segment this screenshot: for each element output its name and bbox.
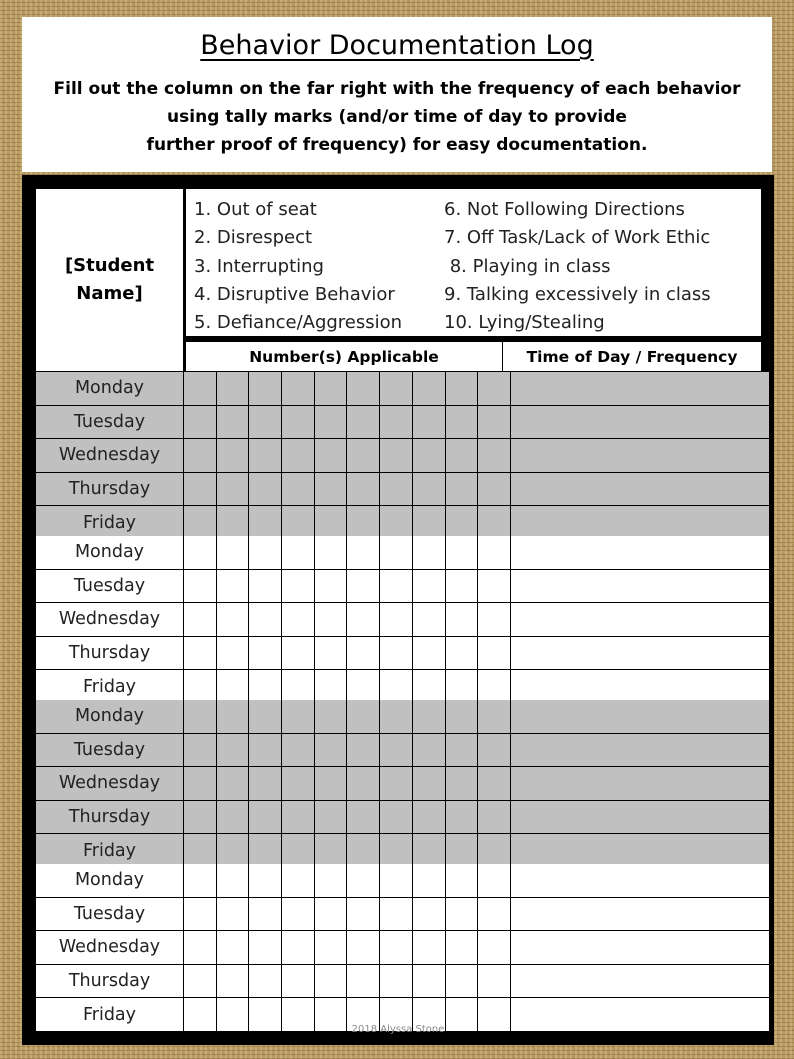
- frequency-cell[interactable]: [511, 734, 769, 767]
- number-cell[interactable]: [413, 834, 445, 867]
- number-cell[interactable]: [249, 767, 281, 800]
- number-cell[interactable]: [380, 439, 412, 472]
- frequency-cell[interactable]: [511, 767, 769, 800]
- number-cell[interactable]: [282, 734, 314, 767]
- number-cell[interactable]: [446, 767, 478, 800]
- day-label: Tuesday: [36, 734, 183, 767]
- number-cell[interactable]: [347, 965, 379, 998]
- page-title: Behavior Documentation Log: [200, 30, 594, 61]
- number-cell[interactable]: [380, 536, 412, 569]
- instruction-line-1: Fill out the column on the far right with the frequency of each behavior: [53, 79, 741, 99]
- frequency-cell[interactable]: [511, 801, 769, 834]
- number-cell[interactable]: [315, 637, 347, 670]
- column-header-row: [186, 340, 761, 371]
- student-label-line-2: Name]: [76, 283, 143, 304]
- number-cell[interactable]: [249, 801, 281, 834]
- number-cell[interactable]: [282, 506, 314, 539]
- number-cell[interactable]: [315, 670, 347, 703]
- number-cell[interactable]: [478, 734, 510, 767]
- number-cell[interactable]: [282, 931, 314, 964]
- number-cell[interactable]: [413, 767, 445, 800]
- day-label: Tuesday: [36, 898, 183, 931]
- number-cell[interactable]: [249, 570, 281, 603]
- number-cell[interactable]: [282, 439, 314, 472]
- number-cell[interactable]: [249, 834, 281, 867]
- day-label: Thursday: [36, 473, 183, 506]
- number-cell[interactable]: [413, 439, 445, 472]
- time-frequency-header: Time of Day / Frequency: [526, 347, 738, 366]
- number-cell[interactable]: [249, 536, 281, 569]
- number-cell[interactable]: [184, 670, 216, 703]
- number-cell[interactable]: [413, 506, 445, 539]
- number-cell[interactable]: [478, 506, 510, 539]
- number-cell[interactable]: [478, 536, 510, 569]
- frequency-cell[interactable]: [511, 864, 769, 897]
- number-cell[interactable]: [217, 801, 249, 834]
- day-label: Tuesday: [36, 570, 183, 603]
- number-cell[interactable]: [315, 734, 347, 767]
- number-cell[interactable]: [347, 439, 379, 472]
- number-cell[interactable]: [413, 570, 445, 603]
- number-cell[interactable]: [478, 372, 510, 405]
- number-cell[interactable]: [282, 603, 314, 636]
- number-cell[interactable]: [217, 637, 249, 670]
- number-cell[interactable]: [413, 372, 445, 405]
- instruction-line-3: further proof of frequency) for easy documentation.: [146, 135, 648, 155]
- number-cell[interactable]: [413, 898, 445, 931]
- number-cell[interactable]: [446, 637, 478, 670]
- number-cell[interactable]: [217, 898, 249, 931]
- week-block: [36, 372, 761, 539]
- number-cell[interactable]: [282, 898, 314, 931]
- number-cell[interactable]: [347, 570, 379, 603]
- week-block: [36, 536, 761, 703]
- number-cell[interactable]: [413, 536, 445, 569]
- number-cell[interactable]: [347, 473, 379, 506]
- number-cell[interactable]: [315, 439, 347, 472]
- frequency-cell[interactable]: [511, 406, 769, 439]
- number-cell[interactable]: [347, 406, 379, 439]
- log-table-frame: [22, 175, 774, 1045]
- number-cell[interactable]: [446, 536, 478, 569]
- frequency-cell[interactable]: [511, 536, 769, 569]
- number-cell[interactable]: [380, 898, 412, 931]
- number-cell[interactable]: [413, 603, 445, 636]
- number-cell[interactable]: [478, 965, 510, 998]
- frequency-cell[interactable]: [511, 506, 769, 539]
- number-cell[interactable]: [282, 834, 314, 867]
- number-cell[interactable]: [217, 570, 249, 603]
- number-cell[interactable]: [347, 670, 379, 703]
- number-cell[interactable]: [380, 864, 412, 897]
- number-cell[interactable]: [347, 506, 379, 539]
- frequency-cell[interactable]: [511, 700, 769, 733]
- number-cell[interactable]: [282, 801, 314, 834]
- number-cell[interactable]: [184, 801, 216, 834]
- day-label: Wednesday: [36, 603, 183, 636]
- behavior-legend: [186, 189, 761, 336]
- legend-column-left: [194, 196, 402, 337]
- number-cell[interactable]: [249, 473, 281, 506]
- number-cell[interactable]: [446, 898, 478, 931]
- number-cell[interactable]: [380, 637, 412, 670]
- number-cell[interactable]: [413, 734, 445, 767]
- number-cell[interactable]: [282, 406, 314, 439]
- number-cell[interactable]: [249, 700, 281, 733]
- number-cell[interactable]: [217, 406, 249, 439]
- instruction-line-2: using tally marks (and/or time of day to provide: [167, 107, 627, 127]
- number-cell[interactable]: [413, 700, 445, 733]
- number-cell[interactable]: [478, 406, 510, 439]
- number-cell[interactable]: [380, 767, 412, 800]
- log-table: [36, 189, 761, 1023]
- number-cell[interactable]: [380, 670, 412, 703]
- number-cell[interactable]: [282, 700, 314, 733]
- number-cell[interactable]: [184, 406, 216, 439]
- legend-item: 10. Lying/Stealing: [444, 312, 605, 334]
- week-block: [36, 864, 761, 1031]
- number-cell[interactable]: [380, 931, 412, 964]
- frequency-cell[interactable]: [511, 603, 769, 636]
- legend-item: 8. Playing in class: [444, 255, 611, 277]
- number-cell[interactable]: [282, 965, 314, 998]
- number-cell[interactable]: [380, 473, 412, 506]
- frequency-cell[interactable]: [511, 570, 769, 603]
- number-cell[interactable]: [249, 603, 281, 636]
- legend-item: 9. Talking excessively in class: [444, 283, 711, 305]
- day-label: Wednesday: [36, 931, 183, 964]
- number-cell[interactable]: [217, 931, 249, 964]
- number-cell[interactable]: [249, 406, 281, 439]
- number-cell[interactable]: [347, 864, 379, 897]
- number-cell[interactable]: [347, 801, 379, 834]
- number-cell[interactable]: [380, 801, 412, 834]
- legend-item: 4. Disruptive Behavior: [194, 283, 395, 305]
- number-cell[interactable]: [315, 603, 347, 636]
- number-cell[interactable]: [446, 931, 478, 964]
- number-cell[interactable]: [282, 637, 314, 670]
- frequency-cell[interactable]: [511, 834, 769, 867]
- number-cell[interactable]: [184, 536, 216, 569]
- number-cell[interactable]: [478, 898, 510, 931]
- number-cell[interactable]: [217, 506, 249, 539]
- legend-item: 1. Out of seat: [194, 199, 317, 220]
- header-card: [22, 17, 772, 172]
- numbers-applicable-header: Number(s) Applicable: [186, 342, 503, 371]
- number-cell[interactable]: [446, 864, 478, 897]
- number-cell[interactable]: [315, 372, 347, 405]
- number-cell[interactable]: [315, 864, 347, 897]
- day-label: Wednesday: [36, 767, 183, 800]
- number-cell[interactable]: [478, 637, 510, 670]
- number-cell[interactable]: [249, 439, 281, 472]
- frequency-cell[interactable]: [511, 473, 769, 506]
- number-cell[interactable]: [217, 767, 249, 800]
- number-cell[interactable]: [347, 734, 379, 767]
- number-cell[interactable]: [478, 834, 510, 867]
- number-cell[interactable]: [282, 372, 314, 405]
- number-cell[interactable]: [217, 372, 249, 405]
- number-cell[interactable]: [347, 536, 379, 569]
- number-cell[interactable]: [184, 834, 216, 867]
- number-cell[interactable]: [315, 767, 347, 800]
- day-label: Monday: [36, 700, 183, 733]
- number-cell[interactable]: [315, 801, 347, 834]
- number-cell[interactable]: [380, 734, 412, 767]
- number-cell[interactable]: [446, 734, 478, 767]
- number-cell[interactable]: [249, 864, 281, 897]
- number-cell[interactable]: [184, 570, 216, 603]
- footer-credit: 2018 Alyssa Stone: [351, 1024, 445, 1035]
- number-cell[interactable]: [380, 570, 412, 603]
- instructions: [22, 75, 772, 159]
- week-block: [36, 700, 761, 867]
- number-cell[interactable]: [315, 506, 347, 539]
- number-cell[interactable]: [315, 834, 347, 867]
- number-cell[interactable]: [315, 965, 347, 998]
- number-cell[interactable]: [217, 834, 249, 867]
- number-cell[interactable]: [184, 506, 216, 539]
- day-label: Wednesday: [36, 439, 183, 472]
- number-cell[interactable]: [380, 700, 412, 733]
- number-cell[interactable]: [446, 801, 478, 834]
- legend-item: 5. Defiance/Aggression: [194, 312, 403, 334]
- legend-item: 6. Not Following Directions: [444, 199, 685, 220]
- number-cell[interactable]: [446, 372, 478, 405]
- number-cell[interactable]: [315, 931, 347, 964]
- legend-item: 3. Interrupting: [194, 255, 324, 277]
- day-label: Thursday: [36, 801, 183, 834]
- number-cell[interactable]: [413, 864, 445, 897]
- number-cell[interactable]: [249, 637, 281, 670]
- number-cell[interactable]: [184, 931, 216, 964]
- number-cell[interactable]: [446, 834, 478, 867]
- number-cell[interactable]: [413, 965, 445, 998]
- number-cell[interactable]: [217, 700, 249, 733]
- number-cell[interactable]: [282, 767, 314, 800]
- number-cell[interactable]: [184, 864, 216, 897]
- number-cell[interactable]: [380, 506, 412, 539]
- number-cell[interactable]: [249, 898, 281, 931]
- number-cell[interactable]: [249, 734, 281, 767]
- number-cell[interactable]: [478, 767, 510, 800]
- number-cell[interactable]: [315, 700, 347, 733]
- number-cell[interactable]: [315, 473, 347, 506]
- frequency-cell[interactable]: [511, 637, 769, 670]
- legend-item: 2. Disrespect: [194, 227, 313, 249]
- number-cell[interactable]: [347, 603, 379, 636]
- number-cell[interactable]: [282, 473, 314, 506]
- number-cell[interactable]: [217, 965, 249, 998]
- number-cell[interactable]: [478, 473, 510, 506]
- number-cell[interactable]: [217, 670, 249, 703]
- day-label: Monday: [36, 864, 183, 897]
- number-cell[interactable]: [380, 372, 412, 405]
- number-cell[interactable]: [217, 864, 249, 897]
- number-cell[interactable]: [347, 637, 379, 670]
- number-cell[interactable]: [347, 767, 379, 800]
- number-cell[interactable]: [413, 801, 445, 834]
- number-cell[interactable]: [315, 898, 347, 931]
- number-cell[interactable]: [446, 670, 478, 703]
- number-cell[interactable]: [347, 834, 379, 867]
- number-cell[interactable]: [478, 801, 510, 834]
- number-cell[interactable]: [249, 931, 281, 964]
- number-cell[interactable]: [249, 506, 281, 539]
- frequency-cell[interactable]: [511, 670, 769, 703]
- number-cell[interactable]: [446, 700, 478, 733]
- number-cell[interactable]: [217, 536, 249, 569]
- frequency-cell[interactable]: [511, 965, 769, 998]
- number-cell[interactable]: [446, 473, 478, 506]
- number-cell[interactable]: [380, 834, 412, 867]
- number-cell[interactable]: [282, 570, 314, 603]
- day-label: Thursday: [36, 637, 183, 670]
- number-cell[interactable]: [478, 439, 510, 472]
- number-cell[interactable]: [478, 864, 510, 897]
- number-cell[interactable]: [347, 700, 379, 733]
- number-cell[interactable]: [413, 473, 445, 506]
- number-cell[interactable]: [478, 700, 510, 733]
- number-cell[interactable]: [217, 734, 249, 767]
- number-cell[interactable]: [217, 473, 249, 506]
- number-cell[interactable]: [380, 965, 412, 998]
- number-cell[interactable]: [184, 439, 216, 472]
- number-cell[interactable]: [413, 670, 445, 703]
- frequency-cell[interactable]: [511, 931, 769, 964]
- number-cell[interactable]: [282, 670, 314, 703]
- number-cell[interactable]: [249, 372, 281, 405]
- number-cell[interactable]: [315, 536, 347, 569]
- day-label: Friday: [36, 670, 183, 703]
- number-cell[interactable]: [478, 931, 510, 964]
- number-cell[interactable]: [184, 898, 216, 931]
- number-cell[interactable]: [184, 734, 216, 767]
- number-cell[interactable]: [446, 506, 478, 539]
- number-cell[interactable]: [413, 406, 445, 439]
- number-cell[interactable]: [184, 700, 216, 733]
- number-cell[interactable]: [249, 670, 281, 703]
- number-cell[interactable]: [184, 473, 216, 506]
- day-label: Thursday: [36, 965, 183, 998]
- legend-item: 7. Off Task/Lack of Work Ethic: [444, 227, 711, 249]
- number-cell[interactable]: [347, 372, 379, 405]
- number-cell[interactable]: [446, 439, 478, 472]
- day-label: Tuesday: [36, 406, 183, 439]
- number-cell[interactable]: [478, 570, 510, 603]
- number-cell[interactable]: [347, 898, 379, 931]
- number-cell[interactable]: [184, 637, 216, 670]
- day-label: Monday: [36, 372, 183, 405]
- number-cell[interactable]: [184, 603, 216, 636]
- number-cell[interactable]: [446, 603, 478, 636]
- day-label: Friday: [36, 834, 183, 867]
- number-cell[interactable]: [315, 570, 347, 603]
- number-cell[interactable]: [413, 931, 445, 964]
- legend-column-right: [444, 196, 711, 337]
- number-cell[interactable]: [478, 603, 510, 636]
- number-cell[interactable]: [217, 439, 249, 472]
- number-cell[interactable]: [184, 965, 216, 998]
- day-label: Friday: [36, 998, 183, 1031]
- day-label: Monday: [36, 536, 183, 569]
- frequency-cell[interactable]: [511, 372, 769, 405]
- number-cell[interactable]: [413, 637, 445, 670]
- number-cell[interactable]: [446, 406, 478, 439]
- number-cell[interactable]: [282, 864, 314, 897]
- number-cell[interactable]: [380, 406, 412, 439]
- number-cell[interactable]: [315, 406, 347, 439]
- number-cell[interactable]: [478, 670, 510, 703]
- number-cell[interactable]: [446, 965, 478, 998]
- number-cell[interactable]: [184, 767, 216, 800]
- number-cell[interactable]: [446, 570, 478, 603]
- frequency-cell[interactable]: [511, 439, 769, 472]
- student-name-cell[interactable]: [36, 189, 183, 371]
- frequency-cell[interactable]: [511, 898, 769, 931]
- number-cell[interactable]: [249, 965, 281, 998]
- number-cell[interactable]: [217, 603, 249, 636]
- number-cell[interactable]: [347, 931, 379, 964]
- day-label: Friday: [36, 506, 183, 539]
- student-label-line-1: [Student: [64, 255, 155, 276]
- number-cell[interactable]: [282, 536, 314, 569]
- number-cell[interactable]: [184, 372, 216, 405]
- number-cell[interactable]: [380, 603, 412, 636]
